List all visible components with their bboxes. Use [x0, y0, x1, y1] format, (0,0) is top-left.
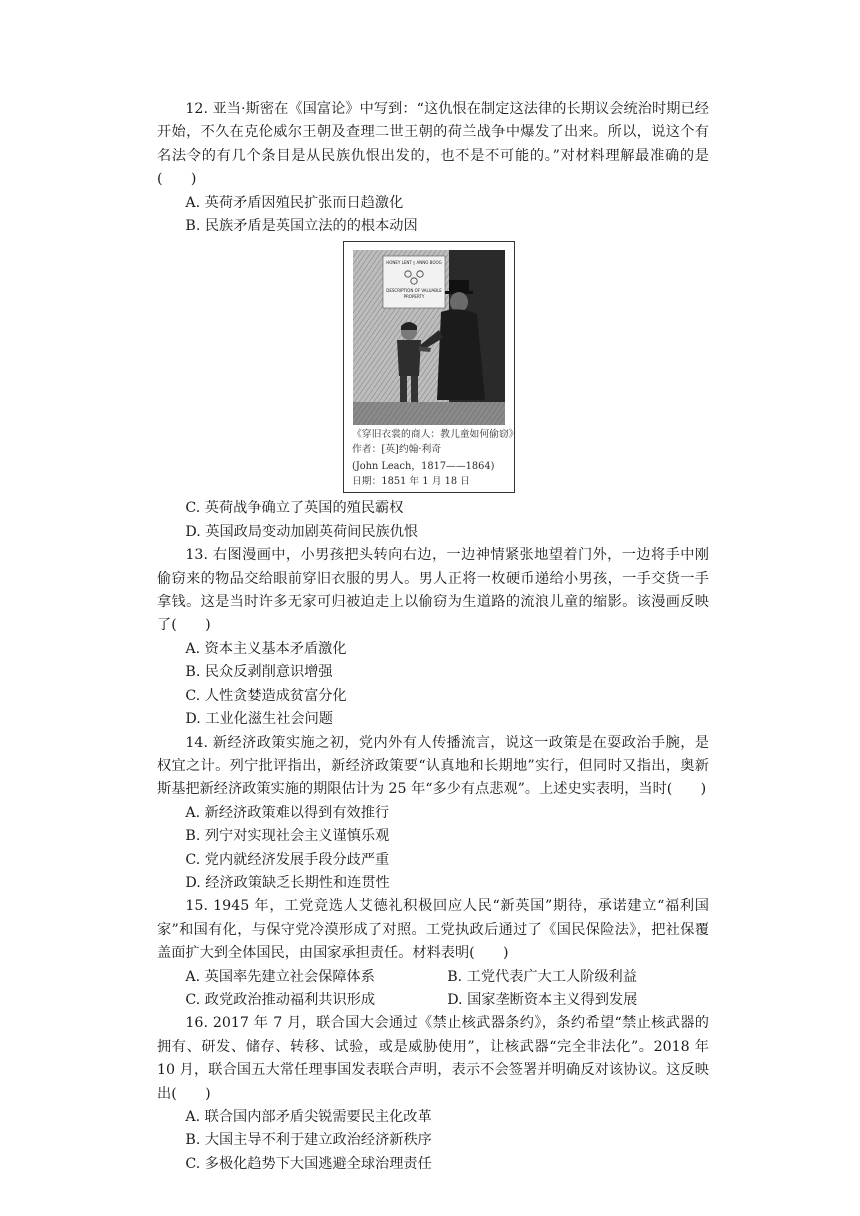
question-12-stem: 12. 亚当·斯密在《国富论》中写到：“这仇恨在制定这法律的长期议会统治时期已经开始，不久在克伦威尔王朝及查理二世王朝的荷兰战争中爆发了出来。所以，说这个有名法令的有几个条目是从民族仇恨出发的，也不是不可能的。”对材料理解最准确的是( ) [157, 101, 709, 188]
question-14-option-c: C. 党内就经济发展手段分歧严重 [185, 851, 390, 868]
question-15-option-d: D. 国家垄断资本主义得到发展 [447, 991, 638, 1008]
question-13-option-d: D. 工业化滋生社会问题 [185, 711, 333, 728]
caption-dates: (John Leach，1817——1864) [352, 461, 495, 473]
caption-author: 作者：[英]约翰·利奇 [352, 444, 442, 456]
cartoon-image [353, 250, 505, 425]
question-13-option-c: C. 人性贪婪造成贫富分化 [185, 687, 347, 704]
question-15-option-b: B. 工党代表广大工人阶级利益 [447, 968, 637, 985]
cartoon-figure [343, 241, 519, 493]
question-14-option-d: D. 经济政策缺乏长期性和连贯性 [185, 874, 390, 891]
question-16 [157, 1012, 709, 1176]
question-14-stem: 14. 新经济政策实施之初，党内外有人传播流言，说这一政策是在耍政治手腕，是权宜之计。列宁批评指出，新经济政策要“认真地和长期地”实行，但同时又指出，奥新斯基把新经济政策实施的期限估计为 25 年“多少有点悲观”。上述史实表明，当时( ) [157, 734, 709, 798]
question-12-option-b: B. 民族矛盾是英国立法的的根本动因 [185, 218, 418, 235]
question-15-option-c: C. 政党政治推动福利共识形成 [185, 991, 376, 1008]
question-12-option-c: C. 英荷战争确立了英国的殖民霸权 [185, 500, 404, 517]
question-14-option-a: A. 新经济政策难以得到有效推行 [185, 804, 390, 821]
question-14 [157, 732, 709, 896]
question-15-option-a: A. 英国率先建立社会保障体系 [185, 968, 375, 985]
question-13 [157, 544, 709, 731]
question-15-options-row-1 [157, 966, 709, 989]
question-13-option-a: A. 资本主义基本矛盾激化 [185, 640, 347, 657]
question-list [157, 98, 709, 1176]
question-16-option-c: C. 多极化趋势下大国逃避全球治理责任 [185, 1155, 432, 1172]
question-15 [157, 895, 709, 1012]
question-15-options-row-2 [157, 989, 709, 1012]
caption-date: 日期：1851 年 1 月 18 日 [352, 476, 470, 488]
question-16-option-a: A. 联合国内部矛盾尖锐需要民主化改革 [185, 1109, 432, 1125]
svg-text:DESCRIPTION OF VALUABLE: DESCRIPTION OF VALUABLE [386, 288, 442, 294]
question-14-option-b: B. 列宁对实现社会主义谨慎乐观 [185, 828, 390, 845]
caption-title: 《穿旧衣裳的商人：教儿童如何偷窃》 [352, 429, 519, 441]
svg-text:HONEY LENT ▯ ANNO BOOG: HONEY LENT ▯ ANNO BOOG [386, 260, 442, 266]
question-15-stem: 15. 1945 年，工党竞选人艾德礼积极回应人民“新英国”期待，承诺建立“福利国家”和国有化，与保守党冷漠形成了对照。工党执政后通过了《国民保险法》，把社保覆盖面扩大到全体国民，由国家承担责任。材料表明( ) [157, 898, 709, 962]
question-13-option-b: B. 民众反剥削意识增强 [185, 664, 333, 681]
question-16-stem: 16. 2017 年 7 月，联合国大会通过《禁止核武器条约》，条约希望“禁止核武器的拥有、研发、储存、转移、试验，或是威胁使用”，让核武器“完全非法化”。2018 年 10 月，联合国五大常任理事国发表联合声明，表示不会签署并明确反对该协议。这反映出( ) [157, 1015, 709, 1102]
question-12 [157, 98, 709, 544]
question-13-stem: 13. 右图漫画中，小男孩把头转向右边，一边神情紧张地望着门外，一边将手中刚偷窃来的物品交给眼前穿旧衣服的男人。男人正将一枚硬币递给小男孩，一手交货一手拿钱。这是当时许多无家可归被迫走上以偷窃为生道路的流浪儿童的缩影。该漫画反映了( ) [157, 547, 709, 634]
svg-text:PROPERTY: PROPERTY [403, 294, 425, 300]
question-16-option-b: B. 大国主导不利于建立政治经济新秩序 [185, 1132, 432, 1149]
question-12-option-a: A. 英荷矛盾因殖民扩张而日趋激化 [185, 194, 404, 211]
question-12-option-d: D. 英国政局变动加剧英荷间民族仇恨 [185, 523, 419, 540]
